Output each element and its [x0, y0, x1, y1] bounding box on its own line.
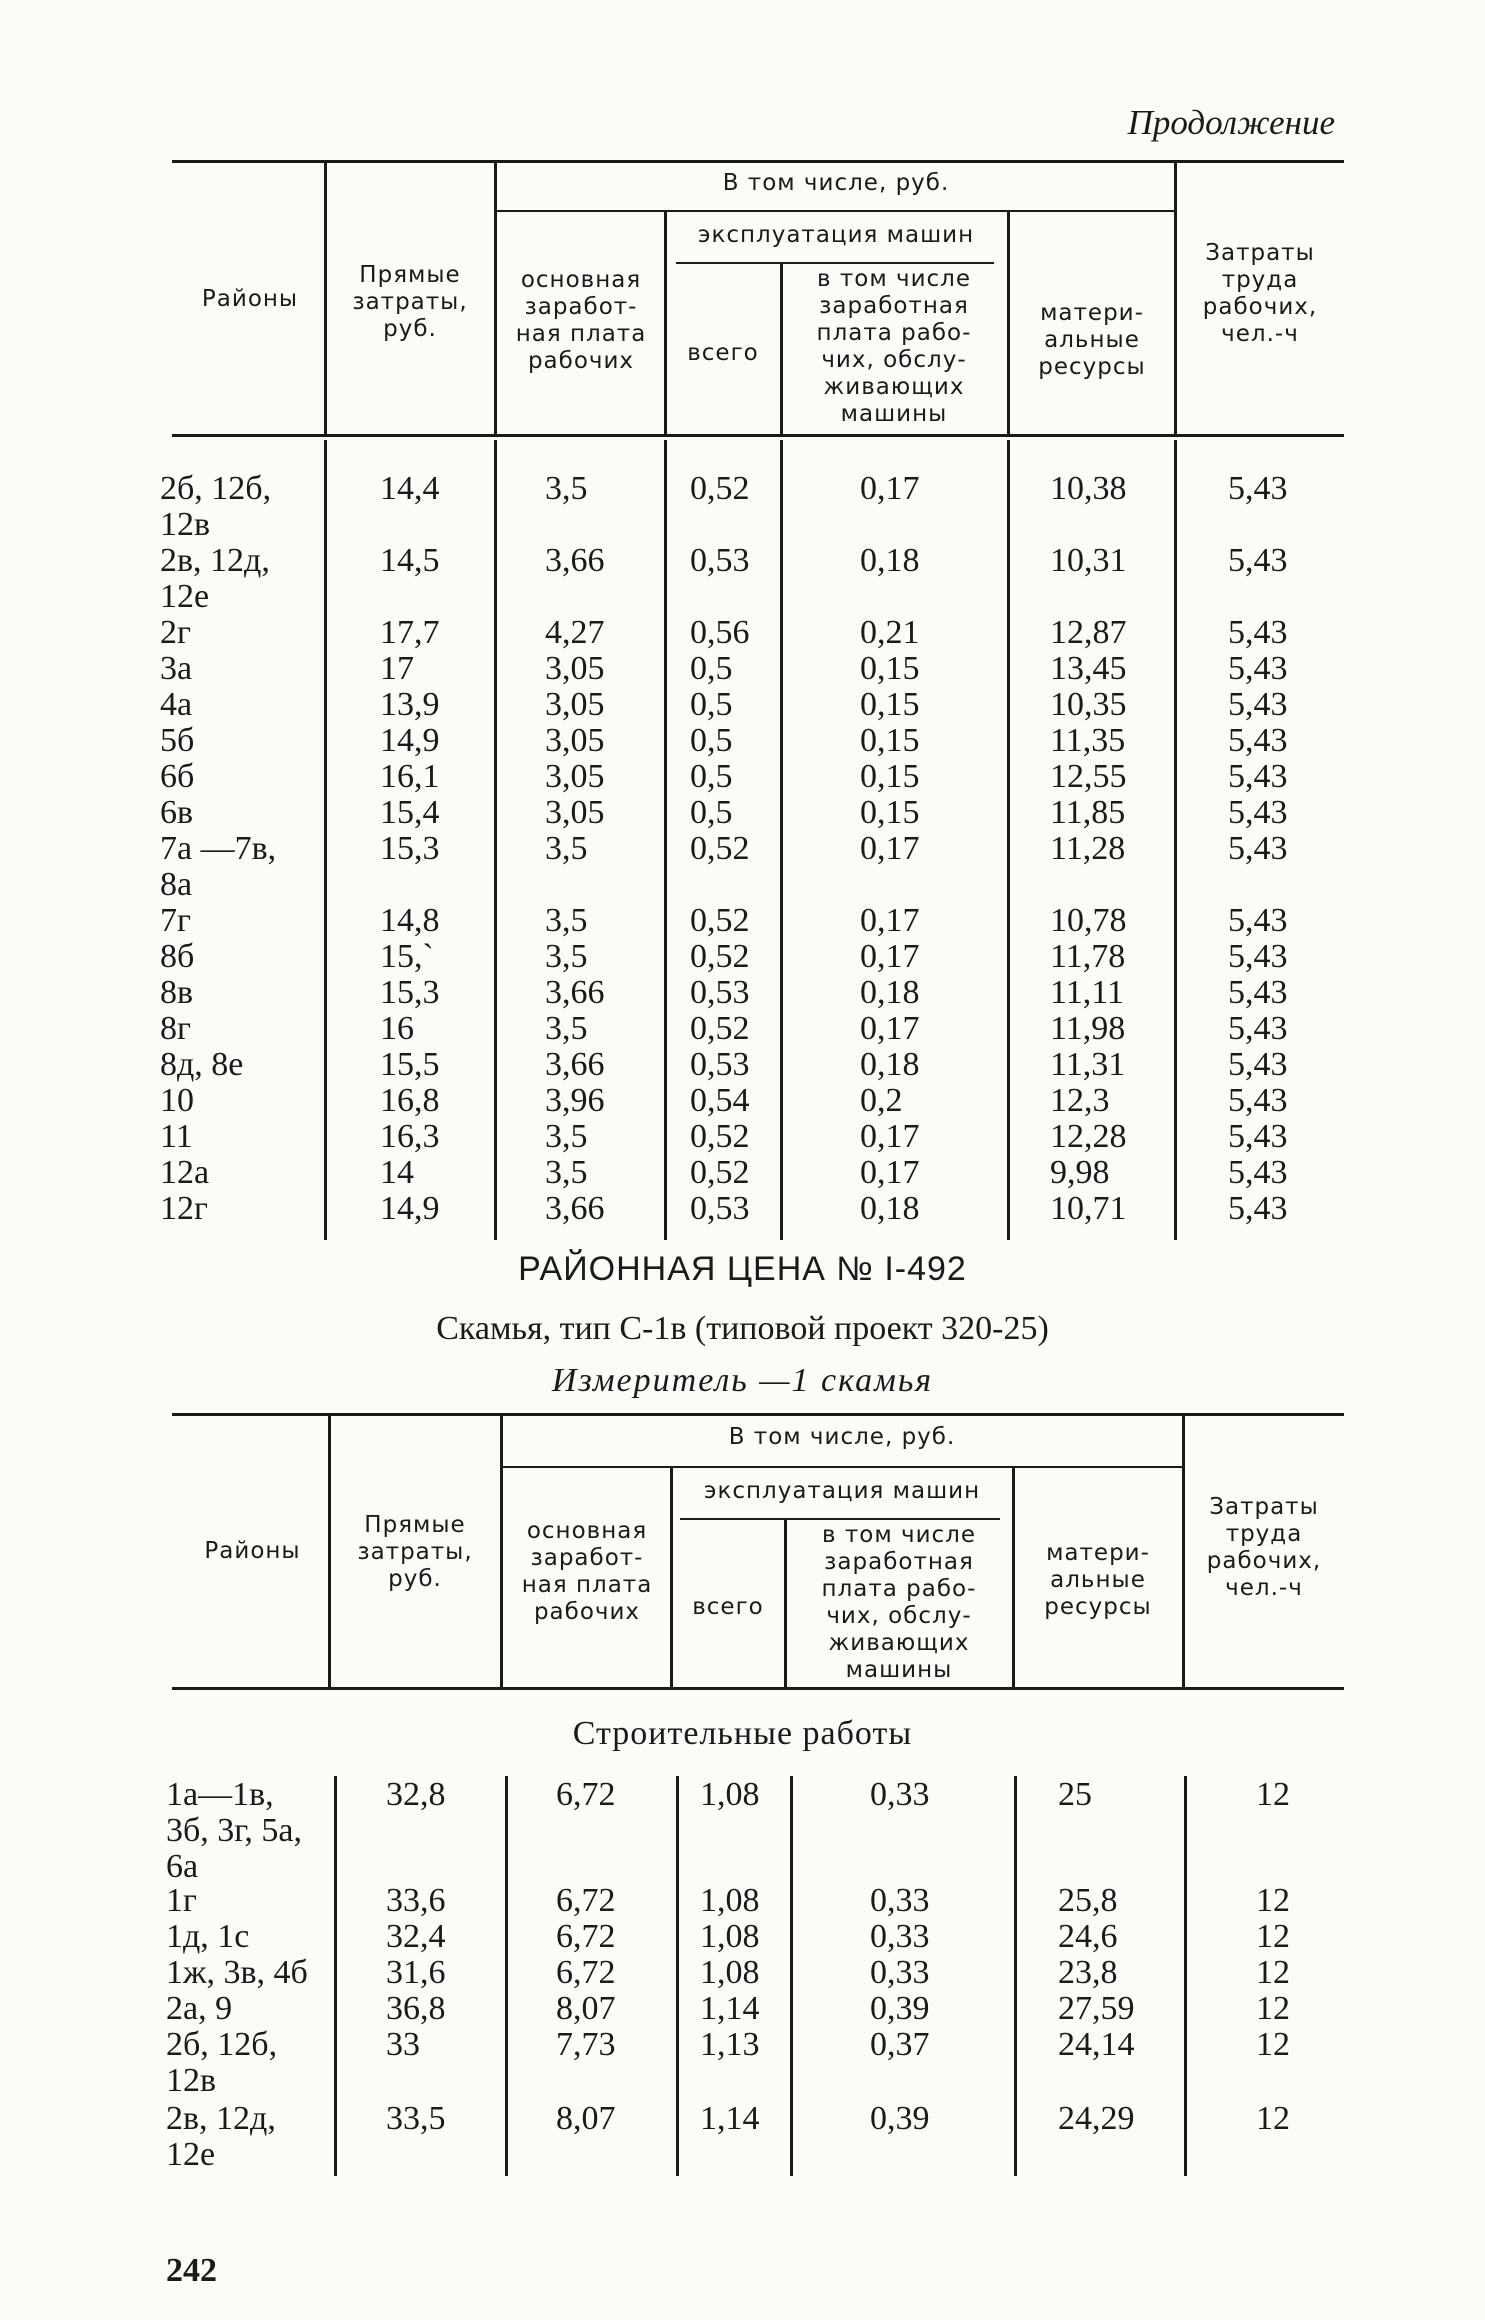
cell-material: 11,28: [1050, 830, 1126, 867]
cell-region: 3а: [160, 650, 193, 687]
cell-pryamye: 32,8: [386, 1776, 446, 1813]
cell-osnovnaya: 8,07: [556, 2100, 616, 2137]
table1-top-rule: [172, 160, 1344, 163]
cell-vsego: 0,56: [690, 614, 750, 651]
cell-osnovnaya: 6,72: [556, 1954, 616, 1991]
t2-h-sub-rule-1: [502, 1466, 1182, 1468]
header-zp-l5: живающих: [828, 1630, 970, 1656]
table-row: [0, 1918, 1485, 1954]
t1-h-vline-3: [1174, 163, 1177, 435]
table-row: [0, 974, 1485, 1010]
header-material-l1: матери-: [1040, 300, 1144, 326]
cell-osnovnaya: 3,66: [545, 974, 605, 1011]
table-row: [0, 794, 1485, 830]
t2-h-vline-1: [328, 1416, 331, 1688]
header-pryamye-l2: затраты,: [357, 1539, 473, 1565]
cell-pryamye: 15,`: [380, 938, 434, 975]
cell-zp: 0,15: [860, 722, 920, 759]
cell-pryamye: 33,5: [386, 2100, 446, 2137]
cell-vsego: 1,08: [700, 1776, 760, 1813]
cell-trud: 5,43: [1228, 938, 1288, 975]
cell-vsego: 0,5: [690, 686, 733, 723]
header-trud-l3: рабочих,: [1202, 294, 1318, 320]
cell-zp: 0,33: [870, 1882, 930, 1919]
cell-pryamye: 33: [386, 2026, 420, 2063]
cell-material: 10,35: [1050, 686, 1127, 723]
header-trud-l1: Затраты: [1209, 1494, 1319, 1520]
cell-zp: 0,18: [860, 1046, 920, 1083]
cell-region: 4а: [160, 686, 193, 723]
cell-region: 1д, 1с: [166, 1918, 250, 1955]
cell-pryamye: 31,6: [386, 1954, 446, 1991]
cell-pryamye: 17: [380, 650, 414, 687]
cell-vsego: 0,52: [690, 1010, 750, 1047]
header-zp-l3: плата рабо-: [816, 320, 972, 346]
header-trud-l2: труда: [1225, 1521, 1303, 1547]
price-title: РАЙОННАЯ ЦЕНА № I-492: [518, 1250, 967, 1288]
table-row: [0, 2026, 1485, 2099]
cell-trud: 12: [1256, 1776, 1290, 1813]
cell-vsego: 0,52: [690, 1118, 750, 1155]
table-row: [0, 1154, 1485, 1190]
cell-trud: 5,43: [1228, 1190, 1288, 1227]
header-trud-l3: рабочих,: [1206, 1548, 1322, 1574]
header-zp-l5: живающих: [823, 374, 965, 400]
cell-trud: 5,43: [1228, 1046, 1288, 1083]
cell-region: 5б: [160, 722, 195, 759]
cell-osnovnaya: 3,05: [545, 758, 605, 795]
cell-osnovnaya: 3,05: [545, 722, 605, 759]
cell-pryamye: 16,1: [380, 758, 440, 795]
header-trud-l2: труда: [1221, 267, 1299, 293]
header-zp-l1: в том числе: [816, 266, 972, 292]
cell-vsego: 1,13: [700, 2026, 760, 2063]
cell-region: 7а —7в,: [160, 830, 277, 867]
cell-pryamye: 15,3: [380, 974, 440, 1011]
table-row: [0, 1954, 1485, 1990]
t1-h-vline-5: [1007, 212, 1010, 434]
table-row: [0, 902, 1485, 938]
header-osnovnaya-l3: ная плата: [521, 1572, 653, 1598]
cell-zp: 0,15: [860, 758, 920, 795]
cell-region: 11: [160, 1118, 193, 1155]
cell-region: 1ж, 3в, 4б: [166, 1954, 308, 1991]
cell-osnovnaya: 3,96: [545, 1082, 605, 1119]
cell-zp: 0,33: [870, 1776, 930, 1813]
cell-vsego: 1,08: [700, 1918, 760, 1955]
cell-trud: 5,43: [1228, 794, 1288, 831]
cell-pryamye: 14,9: [380, 722, 440, 759]
cell-trud: 5,43: [1228, 1154, 1288, 1191]
header-rayony: Районы: [201, 286, 299, 312]
cell-osnovnaya: 3,5: [545, 1010, 588, 1047]
cell-material: 12,87: [1050, 614, 1127, 651]
header-material-l2: альные: [1050, 1567, 1146, 1593]
header-materialnye: [1016, 1540, 1180, 1621]
cell-material: 10,38: [1050, 470, 1127, 507]
cell-pryamye: 36,8: [386, 1990, 446, 2027]
cell-zp: 0,18: [860, 974, 920, 1011]
table2-top-rule: [172, 1413, 1344, 1416]
cell-pryamye: 15,3: [380, 830, 440, 867]
header-osnovnaya-l1: основная: [526, 1518, 648, 1544]
cell-material: 12,3: [1050, 1082, 1110, 1119]
header-material-l3: ресурсы: [1044, 1594, 1152, 1620]
cell-zp: 0,17: [860, 1010, 920, 1047]
t1-h-vline-1: [324, 163, 327, 435]
t2-h-vline-6: [784, 1520, 787, 1688]
header-zatraty-truda: [1186, 1494, 1342, 1602]
page-number: 242: [166, 2252, 217, 2289]
cell-region: 10: [160, 1082, 194, 1119]
cell-material: 11,85: [1050, 794, 1126, 831]
cell-trud: 12: [1256, 2026, 1290, 2063]
cell-region-cont: 12в: [166, 2062, 217, 2099]
cell-zp: 0,18: [860, 1190, 920, 1227]
cell-trud: 5,43: [1228, 722, 1288, 759]
cell-region: 2в, 12д,: [166, 2100, 276, 2137]
cell-zp: 0,2: [860, 1082, 903, 1119]
cell-region-cont: 12е: [166, 2136, 216, 2173]
table-row: [0, 1046, 1485, 1082]
cell-region: 8г: [160, 1010, 191, 1047]
table2-header-bottom-rule: [172, 1687, 1344, 1690]
cell-vsego: 0,53: [690, 1046, 750, 1083]
table-row: [0, 1990, 1485, 2026]
t1-h-vline-4: [664, 212, 667, 434]
header-zp-l2: заработная: [819, 293, 969, 319]
cell-region-cont: 3б, 3г, 5а,: [166, 1812, 302, 1849]
header-zp-l6: машины: [840, 401, 948, 427]
cell-vsego: 0,54: [690, 1082, 750, 1119]
table-row: [0, 1776, 1485, 1885]
table-row: [0, 722, 1485, 758]
header-material-l1: матери-: [1046, 1540, 1150, 1566]
table-row: [0, 1118, 1485, 1154]
header-zp-l4: чих, обслу-: [826, 1603, 972, 1629]
cell-material: 12,55: [1050, 758, 1127, 795]
cell-trud: 5,43: [1228, 902, 1288, 939]
cell-trud: 12: [1256, 1918, 1290, 1955]
cell-zp: 0,33: [870, 1918, 930, 1955]
cell-pryamye: 14: [380, 1154, 414, 1191]
cell-vsego: 0,5: [690, 794, 733, 831]
header-osnovnaya: [500, 267, 662, 375]
cell-trud: 12: [1256, 1882, 1290, 1919]
cell-region-cont: 8а: [160, 866, 193, 903]
cell-region: 2в, 12д,: [160, 542, 270, 579]
cell-osnovnaya: 3,05: [545, 686, 605, 723]
header-v-tom-chisle-zp: [788, 1522, 1010, 1684]
header-zp-l4: чих, обслу-: [821, 347, 967, 373]
header-zatraty-truda: [1180, 240, 1340, 348]
cell-region: 8б: [160, 938, 195, 975]
header-pryamye: [334, 1512, 496, 1593]
cell-vsego: 0,5: [690, 758, 733, 795]
t1-h-sub-rule-2: [676, 262, 994, 264]
header-pryamye-l3: руб.: [383, 316, 437, 342]
table-row: [0, 614, 1485, 650]
header-pryamye-l2: затраты,: [352, 289, 468, 315]
cell-pryamye: 15,5: [380, 1046, 440, 1083]
cell-trud: 5,43: [1228, 614, 1288, 651]
header-vsego: всего: [687, 340, 759, 366]
cell-pryamye: 13,9: [380, 686, 440, 723]
cell-trud: 5,43: [1228, 470, 1288, 507]
header-v-tom-chisle-zp: [784, 266, 1004, 428]
cell-material: 11,98: [1050, 1010, 1126, 1047]
cell-material: 23,8: [1058, 1954, 1118, 1991]
cell-region-cont: 12в: [160, 506, 211, 543]
cell-trud: 5,43: [1228, 686, 1288, 723]
cell-trud: 12: [1256, 1990, 1290, 2027]
cell-trud: 5,43: [1228, 1118, 1288, 1155]
cell-region: 2а, 9: [166, 1990, 233, 2027]
cell-zp: 0,17: [860, 1154, 920, 1191]
header-vsego: всего: [692, 1594, 764, 1620]
cell-vsego: 1,08: [700, 1882, 760, 1919]
section-title: Строительные работы: [572, 1715, 913, 1752]
cell-material: 11,31: [1050, 1046, 1126, 1083]
t2-h-vline-3: [1182, 1416, 1185, 1688]
cell-trud: 5,43: [1228, 1082, 1288, 1119]
cell-vsego: 0,53: [690, 1190, 750, 1227]
table-row: [0, 470, 1485, 543]
cell-osnovnaya: 3,05: [545, 794, 605, 831]
cell-material: 11,78: [1050, 938, 1126, 975]
cell-region: 12г: [160, 1190, 208, 1227]
header-osnovnaya-l4: рабочих: [533, 1599, 641, 1625]
cell-region: 6б: [160, 758, 195, 795]
cell-material: 24,6: [1058, 1918, 1118, 1955]
table-row: [0, 938, 1485, 974]
header-v-tom-chisle: В том числе, руб.: [722, 170, 950, 196]
t1-h-vline-2: [494, 163, 497, 435]
cell-zp: 0,37: [870, 2026, 930, 2063]
cell-pryamye: 16,3: [380, 1118, 440, 1155]
t2-h-vline-5: [1012, 1468, 1015, 1688]
cell-vsego: 0,52: [690, 902, 750, 939]
cell-osnovnaya: 3,05: [545, 650, 605, 687]
table-row: [0, 2100, 1485, 2173]
header-material-l3: ресурсы: [1038, 354, 1146, 380]
cell-vsego: 1,14: [700, 2100, 760, 2137]
header-zp-l1: в том числе: [821, 1522, 977, 1548]
cell-osnovnaya: 3,5: [545, 938, 588, 975]
header-osnovnaya-l3: ная плата: [515, 321, 647, 347]
cell-material: 13,45: [1050, 650, 1127, 687]
t2-h-sub-rule-2: [680, 1518, 1000, 1520]
cell-zp: 0,15: [860, 794, 920, 831]
cell-vsego: 0,52: [690, 1154, 750, 1191]
cell-vsego: 0,52: [690, 830, 750, 867]
cell-trud: 5,43: [1228, 758, 1288, 795]
header-trud-l1: Затраты: [1205, 240, 1315, 266]
cell-pryamye: 16: [380, 1010, 414, 1047]
cell-region: 6в: [160, 794, 194, 831]
header-pryamye-l1: Прямые: [359, 262, 461, 288]
cell-zp: 0,17: [860, 938, 920, 975]
cell-region: 8в: [160, 974, 194, 1011]
cell-zp: 0,17: [860, 470, 920, 507]
cell-region: 2б, 12б,: [160, 470, 272, 507]
cell-region: 2б, 12б,: [166, 2026, 278, 2063]
cell-pryamye: 14,4: [380, 470, 440, 507]
cell-osnovnaya: 6,72: [556, 1776, 616, 1813]
cell-zp: 0,15: [860, 686, 920, 723]
cell-vsego: 0,52: [690, 470, 750, 507]
header-osnovnaya-l1: основная: [520, 267, 642, 293]
cell-pryamye: 32,4: [386, 1918, 446, 1955]
table1-header-bottom-rule: [172, 434, 1344, 437]
cell-material: 12,28: [1050, 1118, 1127, 1155]
cell-osnovnaya: 3,66: [545, 542, 605, 579]
cell-region: 8д, 8е: [160, 1046, 244, 1083]
cell-material: 10,31: [1050, 542, 1127, 579]
cell-zp: 0,17: [860, 1118, 920, 1155]
cell-osnovnaya: 6,72: [556, 1918, 616, 1955]
table-row: [0, 686, 1485, 722]
cell-pryamye: 15,4: [380, 794, 440, 831]
header-osnovnaya: [506, 1518, 668, 1626]
t2-h-vline-4: [670, 1468, 673, 1688]
table-row: [0, 1190, 1485, 1226]
cell-zp: 0,18: [860, 542, 920, 579]
header-v-tom-chisle: В том числе, руб.: [728, 1424, 956, 1450]
cell-osnovnaya: 8,07: [556, 1990, 616, 2027]
cell-vsego: 0,5: [690, 722, 733, 759]
cell-material: 25: [1058, 1776, 1092, 1813]
cell-region: 7г: [160, 902, 191, 939]
cell-trud: 5,43: [1228, 1010, 1288, 1047]
header-trud-l4: чел.-ч: [1221, 321, 1299, 347]
cell-osnovnaya: 3,66: [545, 1046, 605, 1083]
header-zp-l6: машины: [845, 1657, 953, 1683]
header-zp-l2: заработная: [824, 1549, 974, 1575]
cell-vsego: 0,53: [690, 542, 750, 579]
header-pryamye-l1: Прямые: [364, 1512, 466, 1538]
table-row: [0, 758, 1485, 794]
cell-zp: 0,17: [860, 830, 920, 867]
cell-material: 10,78: [1050, 902, 1127, 939]
continuation-note: Продолжение: [1127, 103, 1335, 142]
t2-h-vline-2: [500, 1416, 503, 1688]
cell-pryamye: 17,7: [380, 614, 440, 651]
cell-vsego: 0,5: [690, 650, 733, 687]
cell-region: 2г: [160, 614, 191, 651]
cell-zp: 0,39: [870, 2100, 930, 2137]
table-row: [0, 830, 1485, 903]
header-osnovnaya-l2: заработ-: [524, 294, 638, 320]
cell-material: 27,59: [1058, 1990, 1135, 2027]
cell-zp: 0,15: [860, 650, 920, 687]
measure-unit: Измеритель —1 скамья: [551, 1362, 934, 1399]
cell-pryamye: 16,8: [380, 1082, 440, 1119]
cell-pryamye: 14,5: [380, 542, 440, 579]
cell-osnovnaya: 3,5: [545, 830, 588, 867]
cell-pryamye: 14,8: [380, 902, 440, 939]
header-ekspluatatsiya: эксплуатация машин: [697, 222, 975, 248]
cell-pryamye: 14,9: [380, 1190, 440, 1227]
cell-pryamye: 33,6: [386, 1882, 446, 1919]
header-materialnye: [1012, 300, 1172, 381]
cell-region-cont: 12е: [160, 578, 210, 615]
cell-trud: 12: [1256, 2100, 1290, 2137]
cell-vsego: 0,52: [690, 938, 750, 975]
table-row: [0, 1010, 1485, 1046]
cell-osnovnaya: 3,5: [545, 1118, 588, 1155]
t1-h-vline-6: [780, 264, 783, 434]
cell-trud: 5,43: [1228, 542, 1288, 579]
cell-trud: 5,43: [1228, 830, 1288, 867]
cell-vsego: 1,14: [700, 1990, 760, 2027]
cell-zp: 0,21: [860, 614, 920, 651]
cell-material: 24,14: [1058, 2026, 1135, 2063]
header-pryamye: [330, 262, 490, 343]
table-row: [0, 1082, 1485, 1118]
header-osnovnaya-l4: рабочих: [527, 348, 635, 374]
cell-zp: 0,33: [870, 1954, 930, 1991]
cell-vsego: 0,53: [690, 974, 750, 1011]
header-material-l2: альные: [1044, 327, 1140, 353]
cell-region-cont2: 6а: [166, 1848, 199, 1885]
cell-material: 9,98: [1050, 1154, 1110, 1191]
header-ekspluatatsiya: эксплуатация машин: [703, 1478, 981, 1504]
table-row: [0, 542, 1485, 615]
header-pryamye-l3: руб.: [388, 1566, 442, 1592]
cell-region: 1г: [166, 1882, 197, 1919]
cell-trud: 5,43: [1228, 650, 1288, 687]
header-osnovnaya-l2: заработ-: [530, 1545, 644, 1571]
table-row: [0, 1882, 1485, 1918]
cell-zp: 0,17: [860, 902, 920, 939]
cell-osnovnaya: 3,5: [545, 470, 588, 507]
cell-region: 12а: [160, 1154, 210, 1191]
cell-material: 11,35: [1050, 722, 1126, 759]
t1-h-sub-rule-1: [496, 210, 1174, 212]
cell-material: 11,11: [1050, 974, 1124, 1011]
price-subtitle: Скамья, тип С-1в (типовой проект 320-25): [436, 1310, 1049, 1347]
header-rayony: Районы: [204, 1538, 301, 1564]
cell-material: 25,8: [1058, 1882, 1118, 1919]
cell-osnovnaya: 3,5: [545, 1154, 588, 1191]
cell-trud: 12: [1256, 1954, 1290, 1991]
cell-osnovnaya: 7,73: [556, 2026, 616, 2063]
cell-trud: 5,43: [1228, 974, 1288, 1011]
cell-zp: 0,39: [870, 1990, 930, 2027]
cell-osnovnaya: 3,5: [545, 902, 588, 939]
cell-osnovnaya: 3,66: [545, 1190, 605, 1227]
cell-material: 10,71: [1050, 1190, 1127, 1227]
header-trud-l4: чел.-ч: [1225, 1575, 1303, 1601]
cell-region: 1а—1в,: [166, 1776, 274, 1813]
cell-vsego: 1,08: [700, 1954, 760, 1991]
header-zp-l3: плата рабо-: [821, 1576, 977, 1602]
cell-osnovnaya: 6,72: [556, 1882, 616, 1919]
cell-osnovnaya: 4,27: [545, 614, 605, 651]
cell-material: 24,29: [1058, 2100, 1135, 2137]
table-row: [0, 650, 1485, 686]
